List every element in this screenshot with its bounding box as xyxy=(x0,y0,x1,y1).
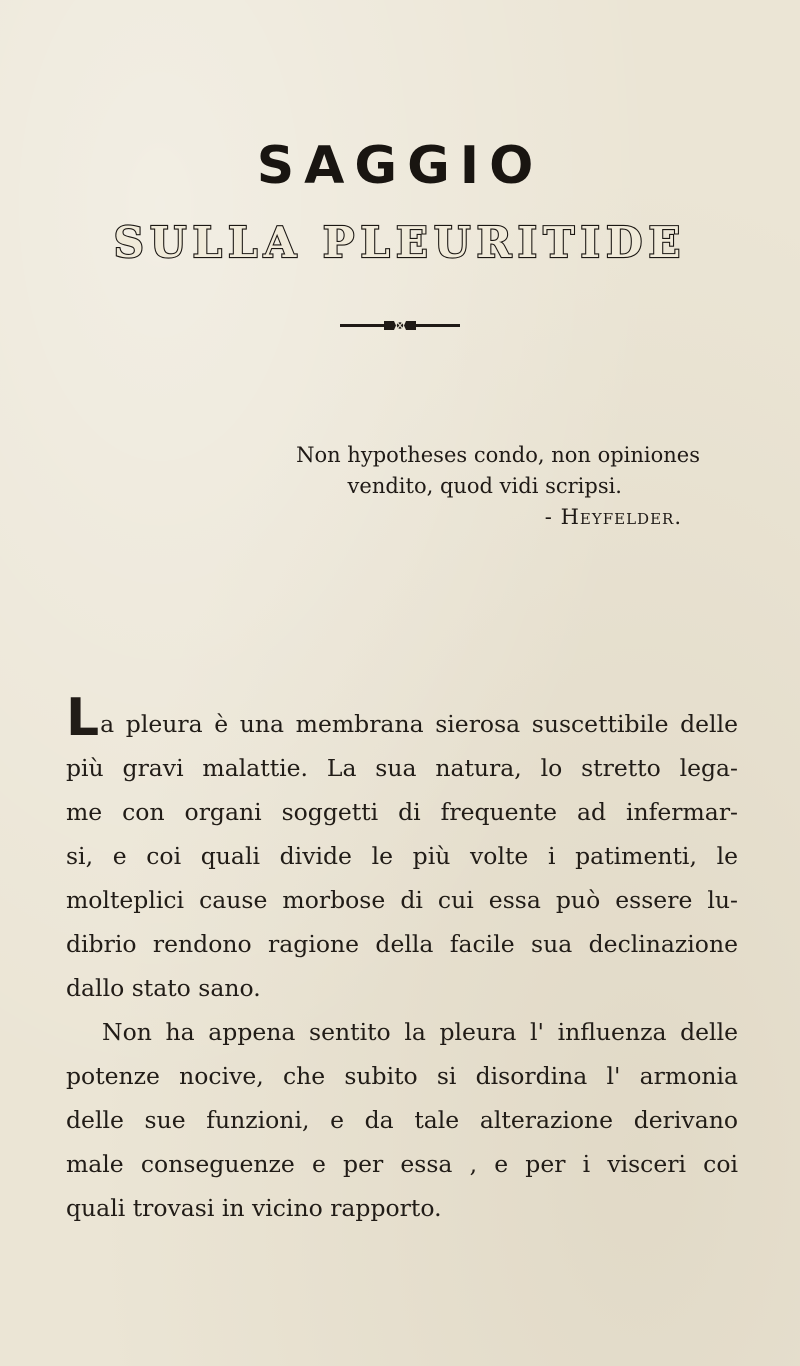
epigraph-author: - Heyfelder. xyxy=(544,505,682,529)
paragraph-1 xyxy=(66,688,738,1010)
page-title: SAGGIO xyxy=(256,136,544,196)
page-subtitle: SULLA PLEURITIDE xyxy=(113,218,687,267)
text-line: molteplici cause morbose di cui essa può essere lu- xyxy=(66,886,738,914)
text-line: si, e coi quali divide le più volte i patimenti, le xyxy=(66,842,738,870)
text-line xyxy=(66,688,738,748)
text-line: delle sue funzioni, e da tale alterazione derivano xyxy=(66,1106,738,1134)
drop-cap: L xyxy=(66,688,100,748)
ornamental-divider-icon xyxy=(340,318,460,332)
text-line-content: a pleura è una membrana sierosa suscettibile delle xyxy=(100,710,738,738)
epigraph-line: vendito, quod vidi scripsi. xyxy=(347,474,622,498)
epigraph xyxy=(0,440,700,533)
epigraph-line: Non hypotheses condo, non opiniones xyxy=(296,443,700,467)
body-text xyxy=(66,688,738,1230)
text-line: quali trovasi in vicino rapporto. xyxy=(66,1194,442,1222)
text-line: potenze nocive, che subito si disordina l' armonia xyxy=(66,1062,738,1090)
text-line: male conseguenze e per essa , e per i visceri coi xyxy=(66,1150,738,1178)
text-line: dibrio rendono ragione della facile sua declinazione xyxy=(66,930,738,958)
text-line: dallo stato sano. xyxy=(66,974,261,1002)
text-line: più gravi malattie. La sua natura, lo stretto lega- xyxy=(66,754,738,782)
text-line: Non ha appena sentito la pleura l' influenza delle xyxy=(102,1018,738,1046)
paragraph-2 xyxy=(66,1010,738,1230)
text-line: me con organi soggetti di frequente ad infermar- xyxy=(66,798,738,826)
